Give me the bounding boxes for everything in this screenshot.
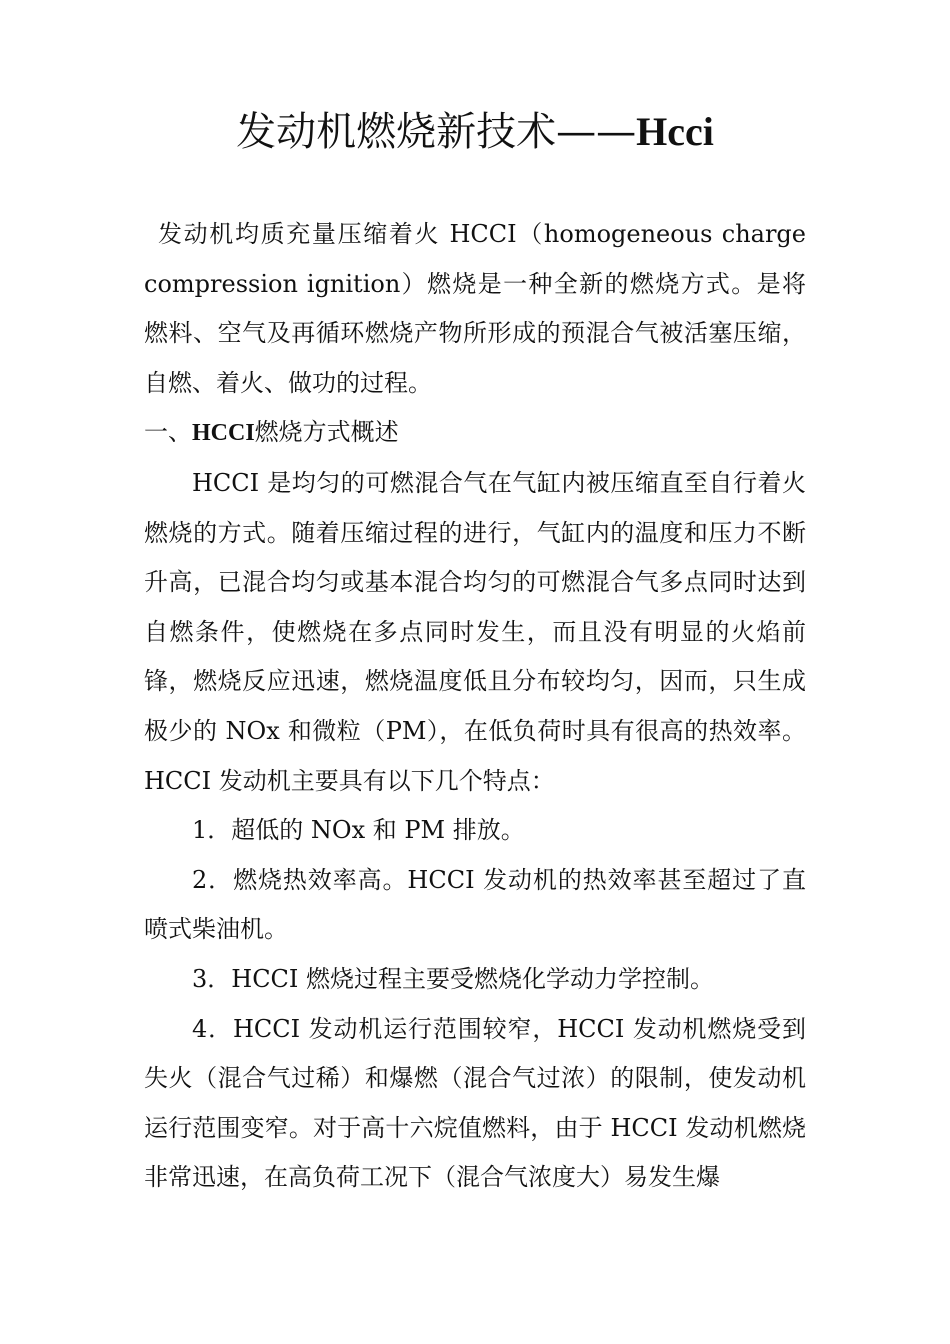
title-english: Hcci	[636, 109, 714, 154]
list-item-1: 1．超低的 NOx 和 PM 排放。	[192, 816, 525, 845]
document-body	[144, 210, 806, 1203]
section-heading-acronym: HCCI	[192, 420, 255, 447]
section-heading	[144, 408, 806, 459]
list-item-2: 2．燃烧热效率高。HCCI 发动机的热效率甚至超过了直喷式柴油机。	[144, 865, 806, 944]
intro-paragraph: 发动机均质充量压缩着火 HCCI（homogeneous charge compression ignition）燃烧是一种全新的燃烧方式。是将燃料、空气及再循环燃烧产物所形成的预混合气被活塞压缩，自燃、着火、做功的过程。	[144, 220, 806, 397]
section-number: 一、	[144, 418, 192, 447]
list-item-4: 4．HCCI 发动机运行范围较窄，HCCI 发动机燃烧受到失火（混合气过稀）和爆燃（混合气过浓）的限制，使发动机运行范围变窄。对于高十六烷值燃料，由于 HCCI 发动机燃烧非常迅速，在高负荷工况下（混合气浓度大）易发生爆	[144, 1014, 806, 1192]
body-paragraph: HCCI 是均匀的可燃混合气在气缸内被压缩直至自行着火燃烧的方式。随着压缩过程的进行，气缸内的温度和压力不断升高，已混合均匀或基本混合均匀的可燃混合气多点同时达到自燃条件，使燃烧在多点同时发生，而且没有明显的火焰前锋，燃烧反应迅速，燃烧温度低且分布较均匀，因而，只生成极少的 NOx 和微粒（PM），在低负荷时具有很高的热效率。HCCI 发动机主要具有以下几个特点：	[144, 468, 806, 795]
document-title	[0, 104, 950, 160]
section-heading-text: 燃烧方式概述	[254, 418, 399, 447]
list-item-3: 3．HCCI 燃烧过程主要受燃烧化学动力学控制。	[192, 964, 715, 993]
title-chinese: 发动机燃烧新技术——	[236, 109, 637, 155]
